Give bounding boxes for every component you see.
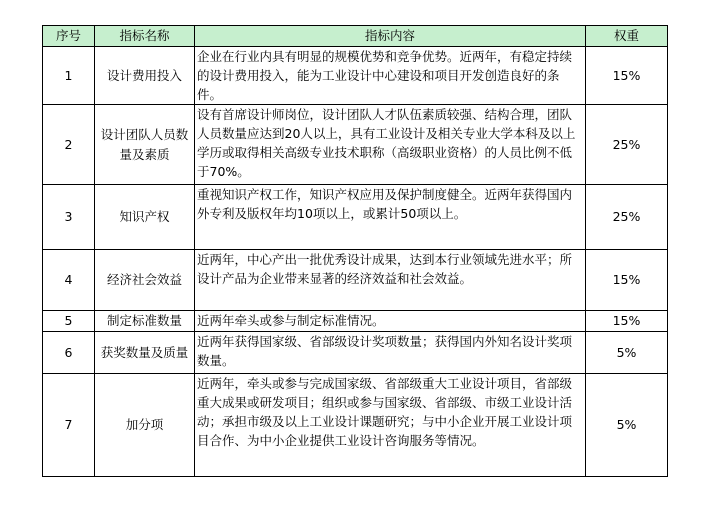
cell-weight: 5% — [586, 374, 668, 477]
table-row — [43, 311, 668, 332]
cell-no: 1 — [43, 47, 95, 105]
cell-no: 5 — [43, 311, 95, 332]
cell-name: 设计费用投入 — [95, 47, 195, 105]
cell-content: 近两年牵头或参与制定标准情况。 — [195, 311, 586, 332]
cell-weight: 5% — [586, 332, 668, 374]
indicator-table — [42, 25, 668, 477]
cell-content: 近两年，牵头或参与完成国家级、省部级重大工业设计项目，省部级重大成果或研发项目；组织或参与国家级、省部级、市级工业设计活动；承担市级及以上工业设计课题研究；与中小企业开展工业设计项目合作、为中小企业提供工业设计咨询服务等情况。 — [195, 374, 586, 477]
cell-weight: 15% — [586, 47, 668, 105]
cell-content: 设有首席设计师岗位，设计团队人才队伍素质较强、结构合理，团队人员数量应达到20人以上，具有工业设计及相关专业大学本科及以上学历或取得相关高级专业技术职称（高级职业资格）的人员比例不低于70%。 — [195, 105, 586, 185]
cell-no: 2 — [43, 105, 95, 185]
cell-content: 近两年，中心产出一批优秀设计成果，达到本行业领域先进水平；所设计产品为企业带来显著的经济效益和社会效益。 — [195, 250, 586, 311]
header-no: 序号 — [43, 26, 95, 47]
cell-weight: 25% — [586, 185, 668, 250]
table-row — [43, 105, 668, 185]
table-row — [43, 374, 668, 477]
cell-content: 近两年获得国家级、省部级设计奖项数量；获得国内外知名设计奖项数量。 — [195, 332, 586, 374]
cell-name: 知识产权 — [95, 185, 195, 250]
cell-content: 重视知识产权工作，知识产权应用及保护制度健全。近两年获得国内外专利及版权年均10项以上，或累计50项以上。 — [195, 185, 586, 250]
table-row — [43, 47, 668, 105]
cell-content: 企业在行业内具有明显的规模优势和竞争优势。近两年，有稳定持续的设计费用投入，能为工业设计中心建设和项目开发创造良好的条件。 — [195, 47, 586, 105]
cell-weight: 15% — [586, 311, 668, 332]
table-row — [43, 250, 668, 311]
header-weight: 权重 — [586, 26, 668, 47]
cell-name: 加分项 — [95, 374, 195, 477]
header-name: 指标名称 — [95, 26, 195, 47]
cell-no: 3 — [43, 185, 95, 250]
cell-name: 制定标准数量 — [95, 311, 195, 332]
header-row — [43, 26, 668, 47]
cell-no: 7 — [43, 374, 95, 477]
table-row — [43, 332, 668, 374]
header-content: 指标内容 — [195, 26, 586, 47]
cell-no: 4 — [43, 250, 95, 311]
cell-no: 6 — [43, 332, 95, 374]
cell-name: 设计团队人员数量及素质 — [95, 105, 195, 185]
table-row — [43, 185, 668, 250]
table-container — [42, 25, 668, 477]
cell-weight: 25% — [586, 105, 668, 185]
cell-name: 经济社会效益 — [95, 250, 195, 311]
cell-weight: 15% — [586, 250, 668, 311]
cell-name: 获奖数量及质量 — [95, 332, 195, 374]
